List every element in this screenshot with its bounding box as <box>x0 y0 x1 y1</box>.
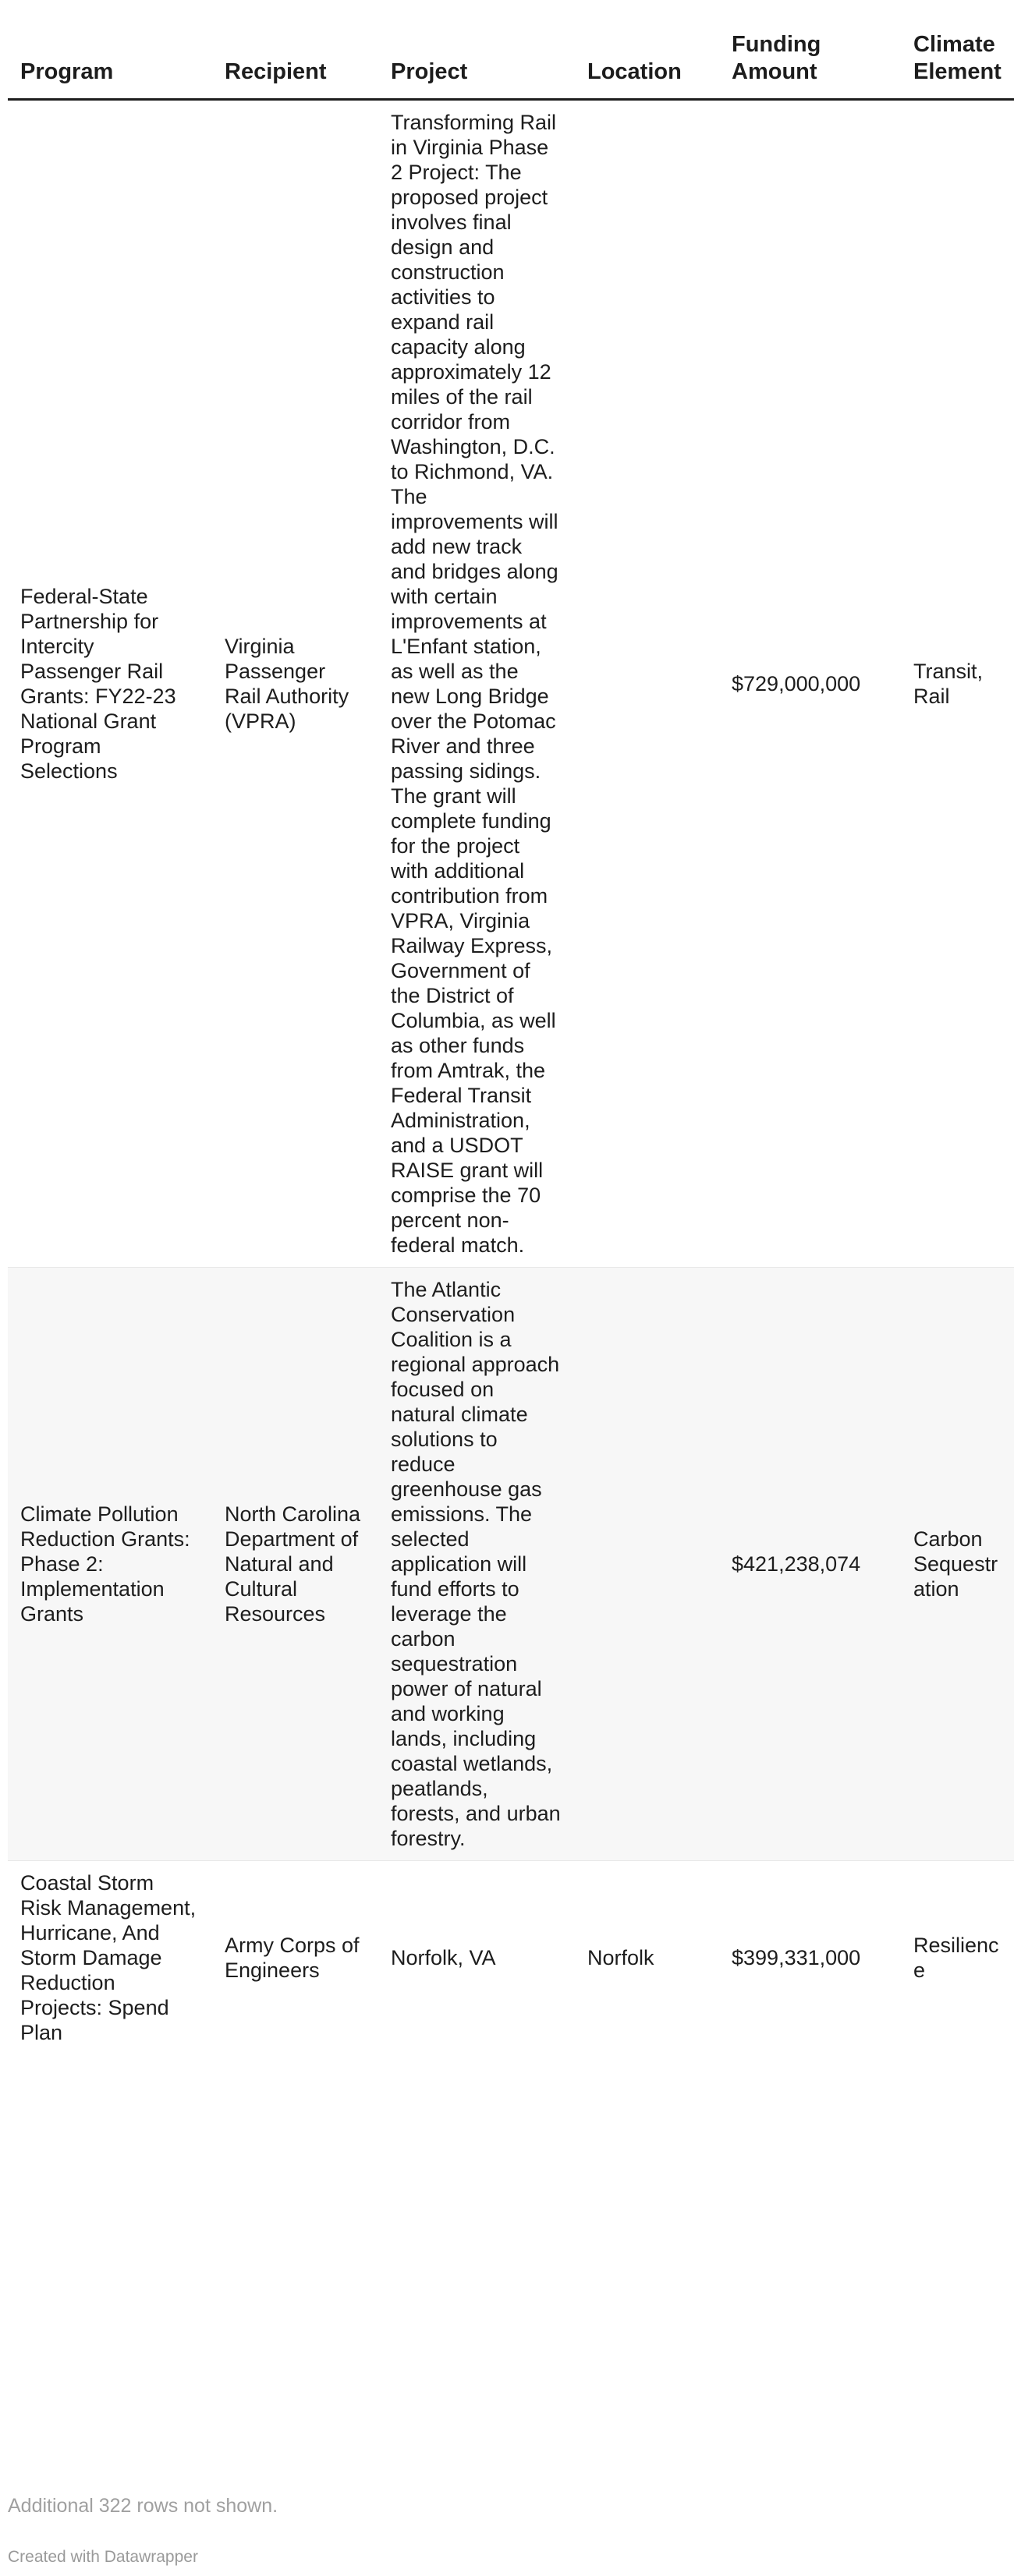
cell-location: Norfolk <box>575 1861 719 2055</box>
rows-not-shown-note: Additional 322 rows not shown. <box>8 2495 278 2517</box>
cell-funding-amount: $421,238,074 <box>719 1268 901 1861</box>
table-row <box>8 1268 1014 1861</box>
cell-location <box>575 1268 719 1861</box>
table-row <box>8 100 1014 1268</box>
cell-project: Norfolk, VA <box>378 1861 575 2055</box>
table-header-row <box>8 31 1014 100</box>
cell-project: Transforming Rail in Virginia Phase 2 Project: The proposed project involves final design and construction activities to expand rail capacity along approximately 12 miles of the rail corridor from Washington, D.C. to Richmond, VA. The improvements will add new track and bridges along with certain improvements at L'Enfant station, as well as the new Long Bridge over the Potomac River and three passing sidings. The grant will complete funding for the project with additional contribution from VPRA, Virginia Railway Express, Government of the District of Columbia, as well as other funds from Amtrak, the Federal Transit Administration, and a USDOT RAISE grant will comprise the 70 percent non-federal match. <box>378 100 575 1268</box>
cell-recipient: Army Corps of Engineers <box>212 1861 378 2055</box>
cell-climate-element: Transit, Rail <box>901 100 1014 1268</box>
cell-recipient: North Carolina Department of Natural and Cultural Resources <box>212 1268 378 1861</box>
cell-location <box>575 100 719 1268</box>
data-table-container <box>8 31 1002 2054</box>
column-header-location[interactable]: Location <box>575 31 719 100</box>
column-header-funding-amount[interactable]: Funding Amount <box>719 31 901 100</box>
cell-program: Climate Pollution Reduction Grants: Phase 2: Implementation Grants <box>8 1268 212 1861</box>
datawrapper-credit[interactable]: Created with Datawrapper <box>8 2548 198 2566</box>
column-header-recipient[interactable]: Recipient <box>212 31 378 100</box>
cell-program: Federal-State Partnership for Intercity Passenger Rail Grants: FY22-23 National Grant Program Selections <box>8 100 212 1268</box>
cell-climate-element: Resilience <box>901 1861 1014 2055</box>
cell-program: Coastal Storm Risk Management, Hurricane, And Storm Damage Reduction Projects: Spend Plan <box>8 1861 212 2055</box>
column-header-project[interactable]: Project <box>378 31 575 100</box>
cell-funding-amount: $729,000,000 <box>719 100 901 1268</box>
cell-climate-element: Carbon Sequestration <box>901 1268 1014 1861</box>
column-header-program[interactable]: Program <box>8 31 212 100</box>
table-row <box>8 1861 1014 2055</box>
cell-funding-amount: $399,331,000 <box>719 1861 901 2055</box>
cell-project: The Atlantic Conservation Coalition is a regional approach focused on natural climate solutions to reduce greenhouse gas emissions. The selected application will fund efforts to leverage the carbon sequestration power of natural and working lands, including coastal wetlands, peatlands, forests, and urban forestry. <box>378 1268 575 1861</box>
column-header-climate-element[interactable]: Climate Element <box>901 31 1014 100</box>
data-table <box>8 31 1014 2054</box>
cell-recipient: Virginia Passenger Rail Authority (VPRA) <box>212 100 378 1268</box>
